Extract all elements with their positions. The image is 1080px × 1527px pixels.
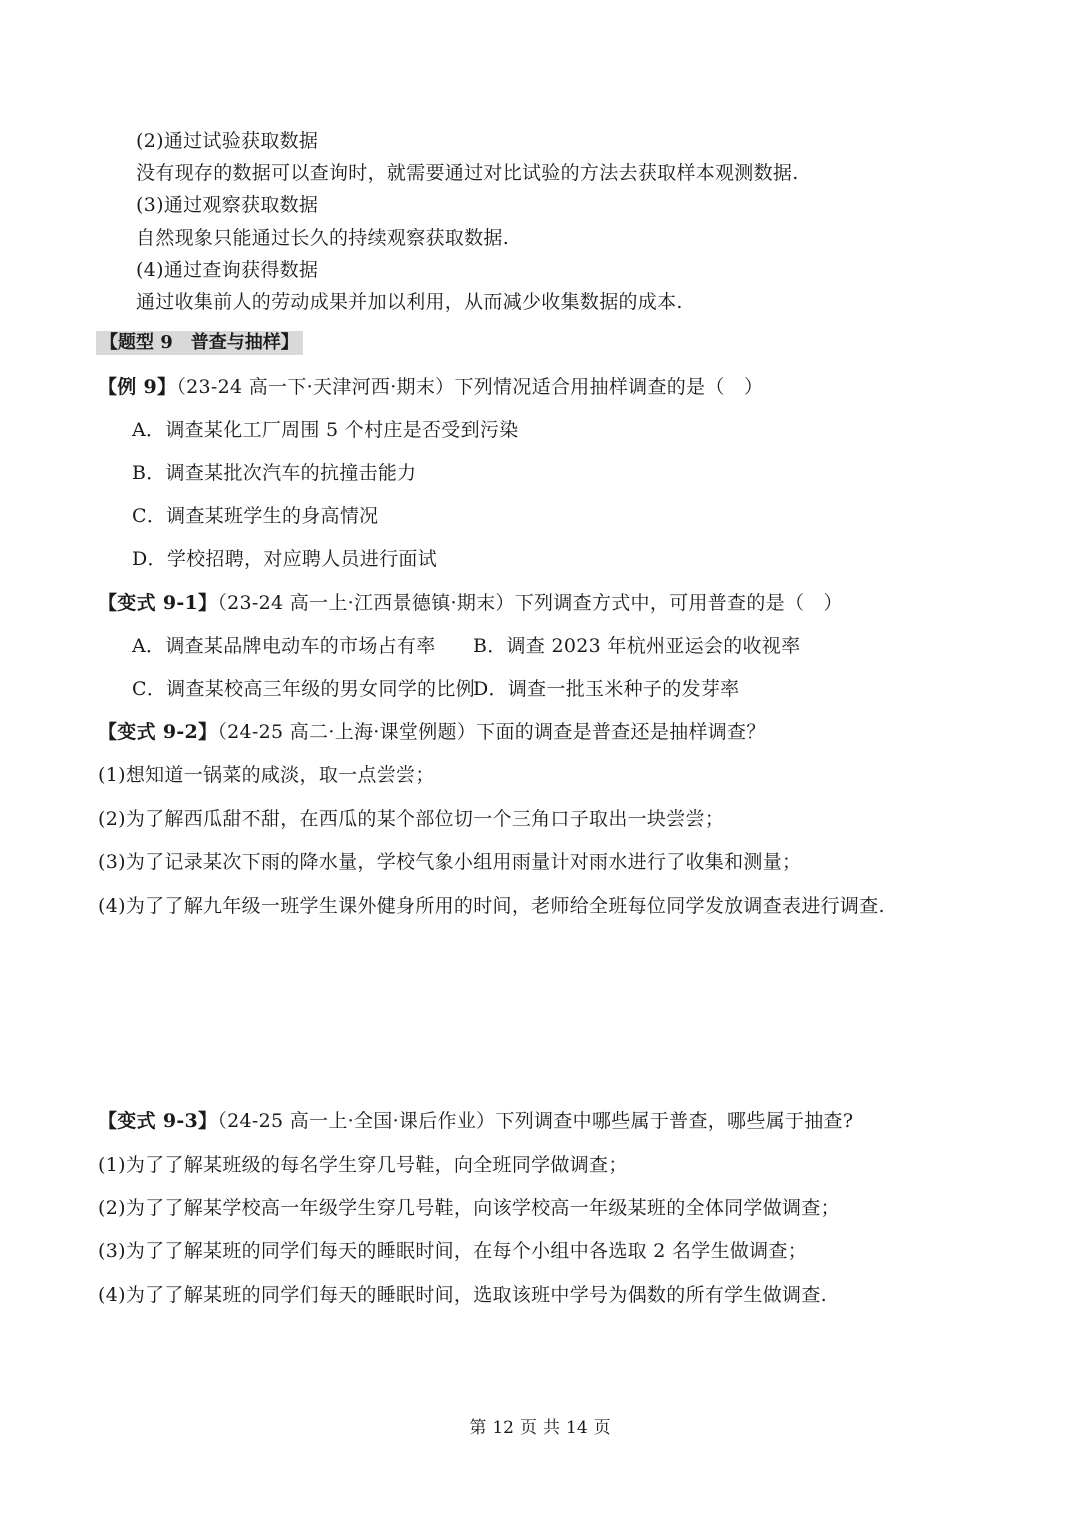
option-b: B．调查某批次汽车的抗撞击能力	[132, 462, 417, 484]
variant-label: 【变式 9-2】	[98, 721, 218, 743]
variant-9-3-item-3: (3)为了了解某班的同学们每天的睡眠时间，在每个小组中各选取 2 名学生做调查；	[98, 1240, 808, 1262]
variant-label: 【变式 9-3】	[98, 1110, 218, 1132]
variant-9-3-item-1: (1)为了了解某班级的每名学生穿几号鞋，向全班同学做调查；	[98, 1154, 628, 1176]
footer-di: 第	[469, 1418, 487, 1438]
variant-9-2-item-4: (4)为了了解九年级一班学生课外健身所用的时间，老师给全班每位同学发放调查表进行调查.	[98, 895, 885, 917]
variant-9-1-option-a: A．调查某品牌电动车的市场占有率	[132, 635, 436, 657]
subheading-query: (4)通过查询获得数据	[136, 259, 319, 281]
variant-source: （23-24 高一上·江西景德镇·期末）	[217, 592, 515, 614]
variant-9-2-item-3: (3)为了记录某次下雨的降水量，学校气象小组用雨量计对雨水进行了收集和测量；	[98, 851, 802, 873]
subheading-experiment: (2)通过试验获取数据	[136, 130, 319, 152]
variant-9-1-option-d: D．调查一批玉米种子的发芽率	[473, 678, 740, 700]
option-d: D．学校招聘，对应聘人员进行面试	[132, 548, 438, 570]
variant-9-1-question	[98, 591, 843, 615]
example-question-text: 下列情况适合用抽样调查的是（ ）	[454, 376, 764, 398]
variant-question-text: 下面的调查是普查还是抽样调查？	[476, 721, 766, 743]
variant-source: （24-25 高二·上海·课堂例题）	[217, 721, 477, 743]
variant-9-2-item-2: (2)为了解西瓜甜不甜，在西瓜的某个部位切一个三角口子取出一块尝尝；	[98, 808, 725, 830]
variant-question-text: 下列调查方式中，可用普查的是（ ）	[514, 592, 843, 614]
section-heading: 【题型 9 普查与抽样】	[96, 331, 303, 355]
variant-label: 【变式 9-1】	[98, 592, 218, 614]
footer-page-number: 12	[492, 1418, 514, 1438]
variant-9-3-item-2: (2)为了了解某学校高一年级学生穿几号鞋，向该学校高一年级某班的全体同学做调查；	[98, 1197, 840, 1219]
example-9-question	[98, 375, 763, 399]
variant-9-2-item-1: (1)想知道一锅菜的咸淡，取一点尝尝；	[98, 764, 435, 786]
variant-source: （24-25 高一上·全国·课后作业）	[217, 1110, 496, 1132]
option-a: A．调查某化工厂周围 5 个村庄是否受到污染	[132, 419, 519, 441]
footer-ye: 页	[593, 1418, 611, 1438]
footer-ye: 页	[520, 1418, 537, 1438]
variant-question-text: 下列调查中哪些属于普查，哪些属于抽查?	[495, 1110, 854, 1132]
variant-9-1-option-b: B．调查 2023 年杭州亚运会的收视率	[473, 635, 801, 657]
example-label: 【例 9】	[98, 376, 177, 398]
paragraph-query: 通过收集前人的劳动成果并加以利用，从而减少收集数据的成本.	[136, 291, 683, 313]
variant-9-2-question	[98, 720, 766, 744]
option-c: C．调查某班学生的身高情况	[132, 505, 379, 527]
variant-9-1-option-c: C．调查某校高三年级的男女同学的比例	[132, 678, 475, 700]
footer-total-pages: 14	[566, 1418, 588, 1438]
footer-gong: 共	[543, 1418, 560, 1438]
variant-9-3-item-4: (4)为了了解某班的同学们每天的睡眠时间，选取该班中学号为偶数的所有学生做调查.	[98, 1284, 827, 1306]
paragraph-experiment: 没有现存的数据可以查询时，就需要通过对比试验的方法去获取样本观测数据.	[136, 162, 799, 184]
paragraph-observation: 自然现象只能通过长久的持续观察获取数据.	[136, 227, 510, 249]
page-footer	[0, 1417, 1080, 1439]
variant-9-3-question	[98, 1109, 853, 1133]
subheading-observation: (3)通过观察获取数据	[136, 194, 319, 216]
example-source: （23-24 高一下·天津河西·期末）	[176, 376, 455, 398]
